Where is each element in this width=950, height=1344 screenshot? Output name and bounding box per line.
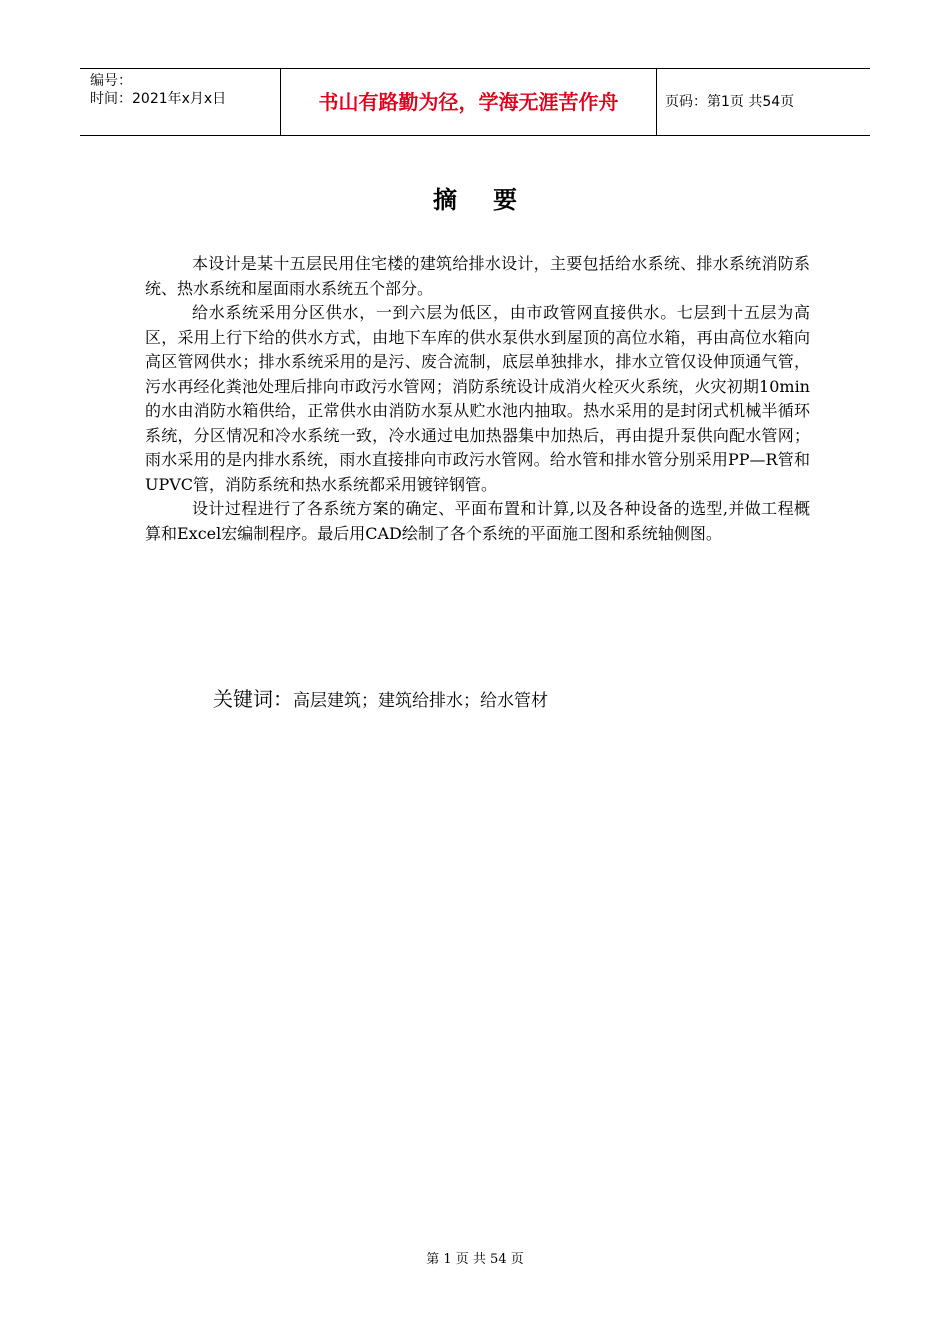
abstract-body xyxy=(145,252,810,546)
header-meta-cell xyxy=(80,69,281,135)
page-footer: 第 1 页 共 54 页 xyxy=(426,1252,524,1267)
document-number-label: 编号： xyxy=(90,73,132,89)
header-page-info: 页码：第1页 共54页 xyxy=(665,94,795,110)
page-title: 摘要 xyxy=(433,186,553,214)
header-motto: 书山有路勤为径，学海无涯苦作舟 xyxy=(281,69,657,135)
document-header xyxy=(80,68,870,136)
document-date: 时间：2021年x月x日 xyxy=(90,91,227,107)
keywords-label: 关键词： xyxy=(213,687,293,711)
abstract-paragraph: 本设计是某十五层民用住宅楼的建筑给排水设计，主要包括给水系统、排水系统消防系统、热水系统和屋面雨水系统五个部分。 xyxy=(145,254,810,298)
abstract-paragraph: 给水系统采用分区供水，一到六层为低区，由市政管网直接供水。七层到十五层为高区，采用上行下给的供水方式，由地下车库的供水泵供水到屋顶的高位水箱，再由高位水箱向高区管网供水；排水系统采用的是污、废合流制，底层单独排水，排水立管仅设伸顶通气管，污水再经化粪池处理后排向市政污水管网；消防系统设计成消火栓灭火系统，火灾初期10min的水由消防水箱供给，正常供水由消防水泵从贮水池内抽取。热水采用的是封闭式机械半循环系统，分区情况和冷水系统一致，冷水通过电加热器集中加热后，再由提升泵供向配水管网；雨水采用的是内排水系统，雨水直接排向市政污水管网。给水管和排水管分别采用PP—R管和UPVC管，消防系统和热水系统都采用镀锌钢管。 xyxy=(145,303,810,494)
keywords-line xyxy=(213,686,548,714)
keywords-value: 高层建筑；建筑给排水；给水管材 xyxy=(293,691,548,711)
abstract-paragraph: 设计过程进行了各系统方案的确定、平面布置和计算,以及各种设备的选型,并做工程概算和Excel宏编制程序。最后用CAD绘制了各个系统的平面施工图和系统轴侧图。 xyxy=(145,499,810,543)
